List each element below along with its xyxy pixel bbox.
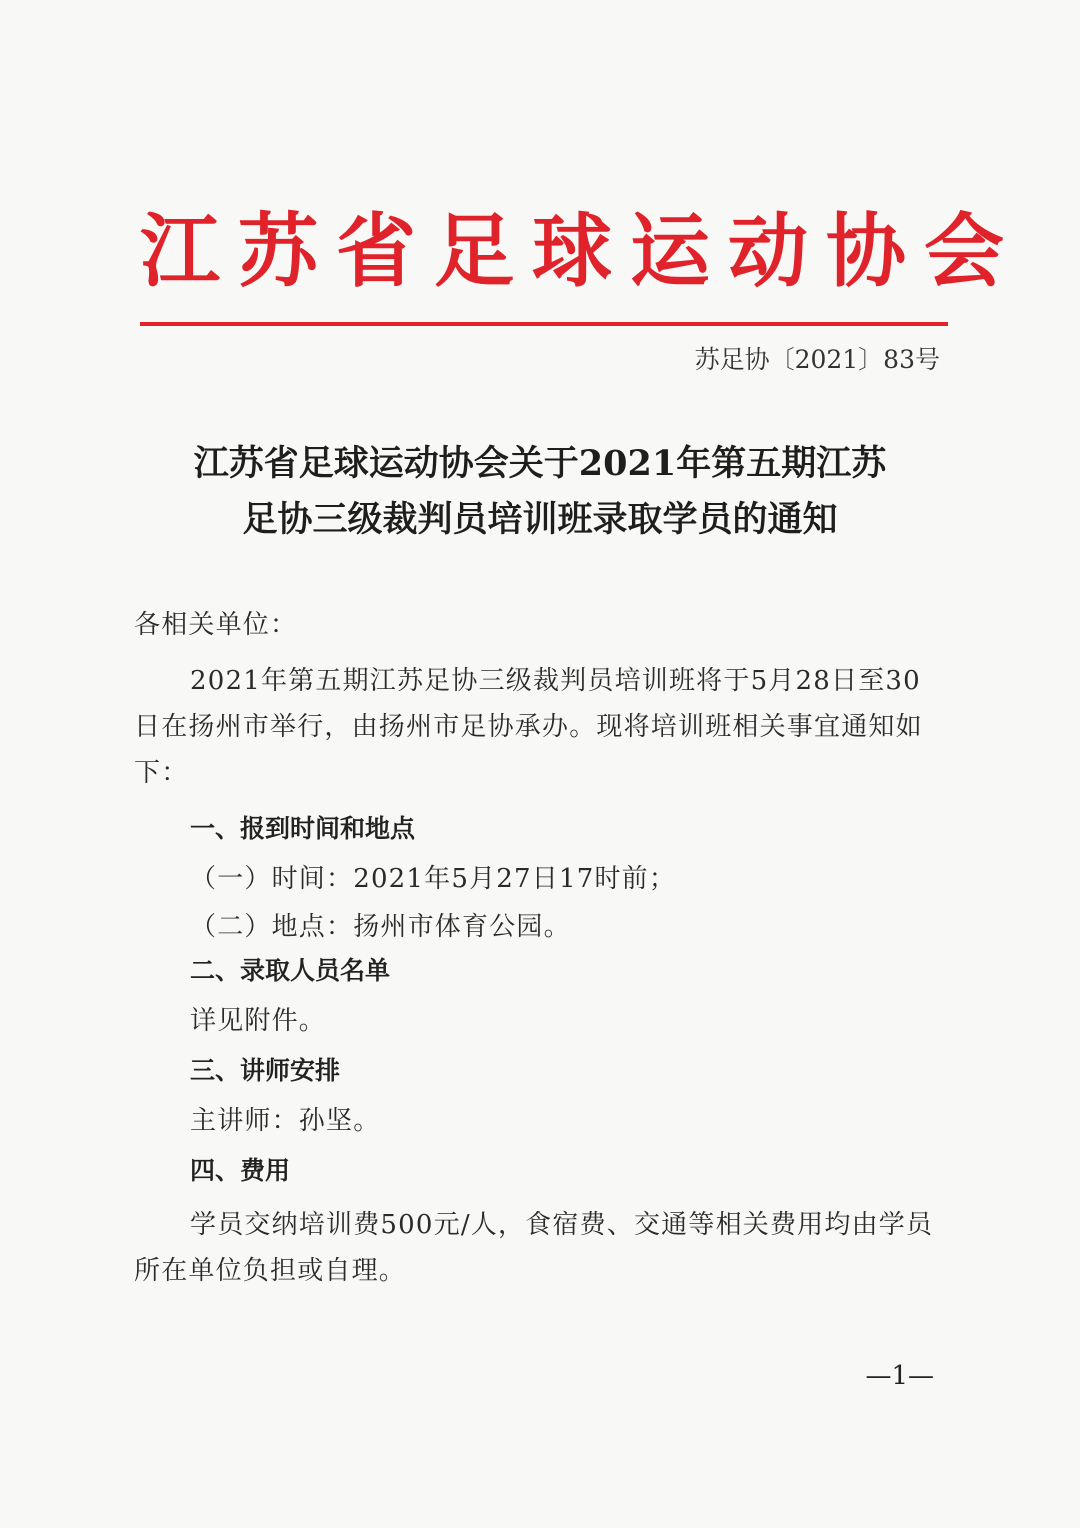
section-heading-2: 二、录取人员名单 xyxy=(190,956,391,985)
section-2-item: 详见附件。 xyxy=(190,1006,327,1036)
fee-paragraph: 学员交纳培训费500元/人，食宿费、交通等相关费用均由学员所在单位负担或自理。 xyxy=(134,1210,934,1286)
section-heading-1: 一、报到时间和地点 xyxy=(190,814,416,843)
intro-paragraph: 2021年第五期江苏足协三级裁判员培训班将于5月28日至30日在扬州市举行，由扬州市足协承办。现将培训班相关事宜通知如下： xyxy=(134,666,923,788)
title-line-2: 足协三级裁判员培训班录取学员的通知 xyxy=(242,499,838,540)
organization-header: 江苏省足球运动协会 xyxy=(140,204,1022,298)
salutation: 各相关单位： xyxy=(134,610,298,640)
section-heading-3: 三、讲师安排 xyxy=(190,1056,341,1085)
section-3-item: 主讲师：孙坚。 xyxy=(190,1106,381,1136)
title-line-1: 江苏省足球运动协会关于2021年第五期江苏 xyxy=(193,443,887,484)
section-1-item-time: （一）时间：2021年5月27日17时前； xyxy=(190,864,677,894)
header-red-rule xyxy=(140,322,948,326)
section-1-item-location: （二）地点：扬州市体育公园。 xyxy=(190,912,571,942)
document-title xyxy=(120,436,960,548)
document-number: 苏足协〔2021〕83号 xyxy=(694,345,940,374)
section-heading-4: 四、费用 xyxy=(190,1156,291,1185)
page-number: —1— xyxy=(865,1361,934,1391)
